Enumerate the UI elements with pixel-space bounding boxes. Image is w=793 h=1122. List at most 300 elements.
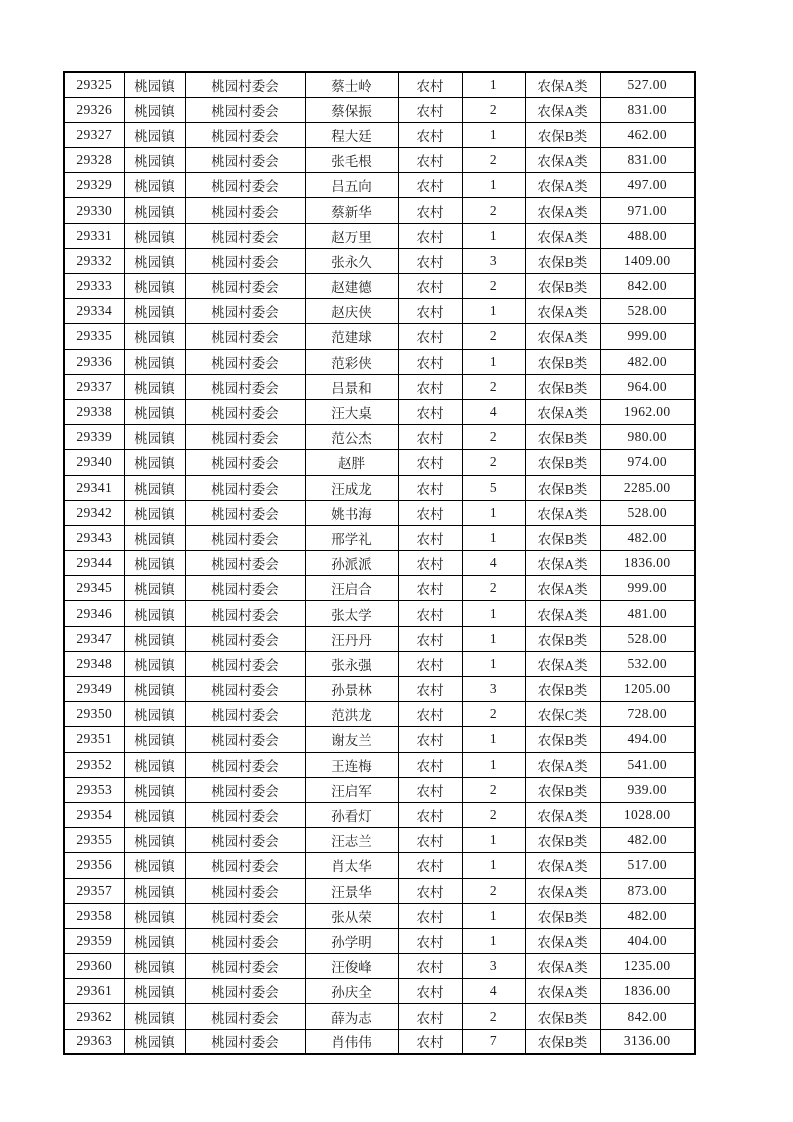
cell-town: 桃园镇 xyxy=(124,802,185,827)
cell-insurance-category: 农保B类 xyxy=(525,677,600,702)
table-row xyxy=(64,651,695,676)
cell-insurance-category: 农保B类 xyxy=(525,122,600,147)
table-row xyxy=(64,702,695,727)
cell-residence-type: 农村 xyxy=(398,853,462,878)
cell-person-count: 4 xyxy=(462,551,525,576)
cell-town: 桃园镇 xyxy=(124,248,185,273)
table-row xyxy=(64,727,695,752)
cell-town: 桃园镇 xyxy=(124,878,185,903)
cell-serial-number: 29342 xyxy=(64,500,124,525)
cell-amount: 482.00 xyxy=(600,903,695,928)
cell-person-name: 孙庆全 xyxy=(305,979,398,1004)
cell-village-committee: 桃园村委会 xyxy=(185,525,305,550)
cell-residence-type: 农村 xyxy=(398,122,462,147)
cell-town: 桃园镇 xyxy=(124,97,185,122)
cell-village-committee: 桃园村委会 xyxy=(185,148,305,173)
cell-amount: 528.00 xyxy=(600,299,695,324)
cell-residence-type: 农村 xyxy=(398,651,462,676)
cell-person-count: 4 xyxy=(462,979,525,1004)
cell-residence-type: 农村 xyxy=(398,324,462,349)
cell-town: 桃园镇 xyxy=(124,299,185,324)
table-row xyxy=(64,601,695,626)
cell-town: 桃园镇 xyxy=(124,198,185,223)
cell-person-name: 汪志兰 xyxy=(305,828,398,853)
cell-person-count: 1 xyxy=(462,828,525,853)
table-row xyxy=(64,777,695,802)
cell-serial-number: 29347 xyxy=(64,626,124,651)
cell-serial-number: 29341 xyxy=(64,475,124,500)
cell-residence-type: 农村 xyxy=(398,727,462,752)
cell-person-count: 2 xyxy=(462,274,525,299)
cell-person-count: 1 xyxy=(462,626,525,651)
cell-residence-type: 农村 xyxy=(398,198,462,223)
cell-residence-type: 农村 xyxy=(398,299,462,324)
cell-insurance-category: 农保A类 xyxy=(525,802,600,827)
cell-serial-number: 29361 xyxy=(64,979,124,1004)
cell-amount: 494.00 xyxy=(600,727,695,752)
cell-insurance-category: 农保A类 xyxy=(525,576,600,601)
cell-village-committee: 桃园村委会 xyxy=(185,223,305,248)
cell-residence-type: 农村 xyxy=(398,802,462,827)
table-row xyxy=(64,626,695,651)
cell-amount: 964.00 xyxy=(600,374,695,399)
cell-person-count: 2 xyxy=(462,198,525,223)
cell-residence-type: 农村 xyxy=(398,223,462,248)
cell-insurance-category: 农保B类 xyxy=(525,777,600,802)
cell-person-count: 2 xyxy=(462,374,525,399)
cell-residence-type: 农村 xyxy=(398,425,462,450)
cell-village-committee: 桃园村委会 xyxy=(185,727,305,752)
cell-person-count: 1 xyxy=(462,525,525,550)
table-row xyxy=(64,1029,695,1054)
table-row xyxy=(64,349,695,374)
cell-person-name: 孙景林 xyxy=(305,677,398,702)
cell-person-count: 3 xyxy=(462,677,525,702)
cell-residence-type: 农村 xyxy=(398,551,462,576)
cell-person-count: 2 xyxy=(462,576,525,601)
cell-village-committee: 桃园村委会 xyxy=(185,802,305,827)
cell-person-count: 2 xyxy=(462,425,525,450)
cell-town: 桃园镇 xyxy=(124,828,185,853)
cell-serial-number: 29358 xyxy=(64,903,124,928)
cell-village-committee: 桃园村委会 xyxy=(185,954,305,979)
cell-town: 桃园镇 xyxy=(124,349,185,374)
cell-town: 桃园镇 xyxy=(124,979,185,1004)
cell-insurance-category: 农保B类 xyxy=(525,828,600,853)
cell-person-name: 赵庆侠 xyxy=(305,299,398,324)
table-row xyxy=(64,878,695,903)
cell-residence-type: 农村 xyxy=(398,450,462,475)
cell-person-count: 1 xyxy=(462,853,525,878)
cell-amount: 831.00 xyxy=(600,148,695,173)
cell-amount: 1836.00 xyxy=(600,551,695,576)
cell-person-count: 1 xyxy=(462,500,525,525)
cell-insurance-category: 农保A类 xyxy=(525,399,600,424)
table-row xyxy=(64,97,695,122)
cell-serial-number: 29333 xyxy=(64,274,124,299)
cell-insurance-category: 农保A类 xyxy=(525,853,600,878)
cell-person-count: 5 xyxy=(462,475,525,500)
cell-amount: 939.00 xyxy=(600,777,695,802)
cell-insurance-category: 农保A类 xyxy=(525,299,600,324)
cell-amount: 482.00 xyxy=(600,828,695,853)
cell-person-count: 1 xyxy=(462,173,525,198)
cell-village-committee: 桃园村委会 xyxy=(185,500,305,525)
cell-person-count: 1 xyxy=(462,903,525,928)
cell-town: 桃园镇 xyxy=(124,399,185,424)
cell-amount: 1962.00 xyxy=(600,399,695,424)
cell-town: 桃园镇 xyxy=(124,954,185,979)
cell-serial-number: 29335 xyxy=(64,324,124,349)
cell-town: 桃园镇 xyxy=(124,525,185,550)
cell-insurance-category: 农保A类 xyxy=(525,878,600,903)
cell-village-committee: 桃园村委会 xyxy=(185,601,305,626)
cell-insurance-category: 农保A类 xyxy=(525,752,600,777)
cell-town: 桃园镇 xyxy=(124,223,185,248)
cell-insurance-category: 农保B类 xyxy=(525,248,600,273)
cell-person-count: 2 xyxy=(462,450,525,475)
cell-residence-type: 农村 xyxy=(398,576,462,601)
cell-amount: 831.00 xyxy=(600,97,695,122)
cell-village-committee: 桃园村委会 xyxy=(185,274,305,299)
cell-amount: 482.00 xyxy=(600,525,695,550)
cell-serial-number: 29337 xyxy=(64,374,124,399)
cell-town: 桃园镇 xyxy=(124,450,185,475)
cell-residence-type: 农村 xyxy=(398,72,462,97)
cell-person-count: 3 xyxy=(462,248,525,273)
cell-village-committee: 桃园村委会 xyxy=(185,626,305,651)
cell-amount: 980.00 xyxy=(600,425,695,450)
cell-amount: 728.00 xyxy=(600,702,695,727)
cell-residence-type: 农村 xyxy=(398,903,462,928)
cell-village-committee: 桃园村委会 xyxy=(185,903,305,928)
cell-town: 桃园镇 xyxy=(124,777,185,802)
cell-amount: 873.00 xyxy=(600,878,695,903)
cell-town: 桃园镇 xyxy=(124,928,185,953)
table-row xyxy=(64,425,695,450)
cell-insurance-category: 农保A类 xyxy=(525,97,600,122)
cell-person-count: 2 xyxy=(462,702,525,727)
table-row xyxy=(64,248,695,273)
cell-amount: 842.00 xyxy=(600,1004,695,1029)
cell-person-name: 赵建德 xyxy=(305,274,398,299)
table-row xyxy=(64,677,695,702)
cell-insurance-category: 农保B类 xyxy=(525,1029,600,1054)
insurance-payment-table xyxy=(63,71,696,1055)
cell-amount: 482.00 xyxy=(600,349,695,374)
table-row xyxy=(64,299,695,324)
cell-insurance-category: 农保A类 xyxy=(525,551,600,576)
cell-insurance-category: 农保B类 xyxy=(525,1004,600,1029)
cell-person-name: 范彩侠 xyxy=(305,349,398,374)
table-row xyxy=(64,173,695,198)
table-row xyxy=(64,828,695,853)
cell-serial-number: 29350 xyxy=(64,702,124,727)
cell-insurance-category: 农保A类 xyxy=(525,223,600,248)
cell-amount: 1235.00 xyxy=(600,954,695,979)
cell-serial-number: 29346 xyxy=(64,601,124,626)
cell-village-committee: 桃园村委会 xyxy=(185,299,305,324)
cell-village-committee: 桃园村委会 xyxy=(185,374,305,399)
cell-village-committee: 桃园村委会 xyxy=(185,450,305,475)
cell-residence-type: 农村 xyxy=(398,1004,462,1029)
cell-town: 桃园镇 xyxy=(124,903,185,928)
cell-village-committee: 桃园村委会 xyxy=(185,828,305,853)
cell-amount: 528.00 xyxy=(600,500,695,525)
cell-residence-type: 农村 xyxy=(398,601,462,626)
table-row xyxy=(64,928,695,953)
cell-insurance-category: 农保B类 xyxy=(525,450,600,475)
cell-insurance-category: 农保A类 xyxy=(525,601,600,626)
cell-person-count: 1 xyxy=(462,928,525,953)
cell-amount: 1028.00 xyxy=(600,802,695,827)
cell-insurance-category: 农保B类 xyxy=(525,525,600,550)
cell-town: 桃园镇 xyxy=(124,475,185,500)
table-row xyxy=(64,752,695,777)
cell-insurance-category: 农保B类 xyxy=(525,274,600,299)
cell-amount: 527.00 xyxy=(600,72,695,97)
cell-person-name: 谢友兰 xyxy=(305,727,398,752)
table-row xyxy=(64,198,695,223)
cell-person-name: 孙看灯 xyxy=(305,802,398,827)
cell-person-name: 汪俊峰 xyxy=(305,954,398,979)
table-row xyxy=(64,500,695,525)
cell-town: 桃园镇 xyxy=(124,72,185,97)
cell-residence-type: 农村 xyxy=(398,500,462,525)
cell-serial-number: 29348 xyxy=(64,651,124,676)
cell-town: 桃园镇 xyxy=(124,374,185,399)
cell-insurance-category: 农保A类 xyxy=(525,173,600,198)
cell-person-name: 汪大桌 xyxy=(305,399,398,424)
cell-person-name: 汪启军 xyxy=(305,777,398,802)
cell-serial-number: 29325 xyxy=(64,72,124,97)
cell-insurance-category: 农保A类 xyxy=(525,954,600,979)
table-row xyxy=(64,399,695,424)
cell-amount: 971.00 xyxy=(600,198,695,223)
cell-person-name: 张从荣 xyxy=(305,903,398,928)
cell-serial-number: 29354 xyxy=(64,802,124,827)
cell-person-name: 吕五向 xyxy=(305,173,398,198)
table-row xyxy=(64,450,695,475)
cell-residence-type: 农村 xyxy=(398,475,462,500)
cell-town: 桃园镇 xyxy=(124,1029,185,1054)
cell-amount: 497.00 xyxy=(600,173,695,198)
cell-amount: 517.00 xyxy=(600,853,695,878)
cell-serial-number: 29345 xyxy=(64,576,124,601)
cell-person-name: 张太学 xyxy=(305,601,398,626)
cell-village-committee: 桃园村委会 xyxy=(185,198,305,223)
cell-village-committee: 桃园村委会 xyxy=(185,324,305,349)
cell-person-count: 2 xyxy=(462,324,525,349)
table-row xyxy=(64,853,695,878)
cell-person-count: 2 xyxy=(462,1004,525,1029)
cell-serial-number: 29331 xyxy=(64,223,124,248)
cell-person-name: 张毛根 xyxy=(305,148,398,173)
cell-village-committee: 桃园村委会 xyxy=(185,122,305,147)
cell-village-committee: 桃园村委会 xyxy=(185,425,305,450)
cell-person-name: 肖伟伟 xyxy=(305,1029,398,1054)
cell-amount: 528.00 xyxy=(600,626,695,651)
cell-amount: 462.00 xyxy=(600,122,695,147)
table-row xyxy=(64,903,695,928)
cell-village-committee: 桃园村委会 xyxy=(185,651,305,676)
cell-insurance-category: 农保A类 xyxy=(525,72,600,97)
table-body xyxy=(64,72,695,1054)
cell-town: 桃园镇 xyxy=(124,1004,185,1029)
cell-serial-number: 29344 xyxy=(64,551,124,576)
cell-town: 桃园镇 xyxy=(124,500,185,525)
cell-serial-number: 29334 xyxy=(64,299,124,324)
cell-serial-number: 29343 xyxy=(64,525,124,550)
cell-person-name: 汪丹丹 xyxy=(305,626,398,651)
table-row xyxy=(64,148,695,173)
cell-town: 桃园镇 xyxy=(124,853,185,878)
cell-village-committee: 桃园村委会 xyxy=(185,97,305,122)
cell-person-name: 吕景和 xyxy=(305,374,398,399)
cell-serial-number: 29356 xyxy=(64,853,124,878)
cell-residence-type: 农村 xyxy=(398,525,462,550)
cell-amount: 1409.00 xyxy=(600,248,695,273)
cell-person-name: 孙学明 xyxy=(305,928,398,953)
cell-amount: 842.00 xyxy=(600,274,695,299)
cell-residence-type: 农村 xyxy=(398,274,462,299)
cell-residence-type: 农村 xyxy=(398,399,462,424)
table-row xyxy=(64,979,695,1004)
cell-residence-type: 农村 xyxy=(398,777,462,802)
cell-person-name: 张永强 xyxy=(305,651,398,676)
cell-residence-type: 农村 xyxy=(398,752,462,777)
cell-town: 桃园镇 xyxy=(124,626,185,651)
cell-village-committee: 桃园村委会 xyxy=(185,475,305,500)
table-row xyxy=(64,525,695,550)
cell-person-name: 范建球 xyxy=(305,324,398,349)
cell-serial-number: 29340 xyxy=(64,450,124,475)
cell-serial-number: 29363 xyxy=(64,1029,124,1054)
table-row xyxy=(64,223,695,248)
cell-person-count: 2 xyxy=(462,878,525,903)
cell-person-name: 孙派派 xyxy=(305,551,398,576)
cell-village-committee: 桃园村委会 xyxy=(185,349,305,374)
table-row xyxy=(64,122,695,147)
cell-serial-number: 29359 xyxy=(64,928,124,953)
cell-serial-number: 29329 xyxy=(64,173,124,198)
cell-amount: 974.00 xyxy=(600,450,695,475)
cell-serial-number: 29327 xyxy=(64,122,124,147)
cell-residence-type: 农村 xyxy=(398,828,462,853)
cell-town: 桃园镇 xyxy=(124,601,185,626)
cell-person-count: 3 xyxy=(462,954,525,979)
cell-serial-number: 29357 xyxy=(64,878,124,903)
cell-village-committee: 桃园村委会 xyxy=(185,399,305,424)
cell-person-count: 1 xyxy=(462,752,525,777)
cell-insurance-category: 农保A类 xyxy=(525,979,600,1004)
cell-village-committee: 桃园村委会 xyxy=(185,677,305,702)
cell-town: 桃园镇 xyxy=(124,173,185,198)
table-row xyxy=(64,954,695,979)
cell-person-name: 蔡保振 xyxy=(305,97,398,122)
cell-amount: 404.00 xyxy=(600,928,695,953)
cell-town: 桃园镇 xyxy=(124,122,185,147)
cell-residence-type: 农村 xyxy=(398,928,462,953)
cell-serial-number: 29332 xyxy=(64,248,124,273)
cell-serial-number: 29339 xyxy=(64,425,124,450)
cell-residence-type: 农村 xyxy=(398,702,462,727)
cell-person-name: 肖太华 xyxy=(305,853,398,878)
cell-village-committee: 桃园村委会 xyxy=(185,878,305,903)
cell-residence-type: 农村 xyxy=(398,349,462,374)
table-row xyxy=(64,374,695,399)
cell-person-count: 1 xyxy=(462,651,525,676)
cell-amount: 532.00 xyxy=(600,651,695,676)
cell-residence-type: 农村 xyxy=(398,248,462,273)
cell-person-name: 赵胖 xyxy=(305,450,398,475)
cell-residence-type: 农村 xyxy=(398,878,462,903)
cell-insurance-category: 农保A类 xyxy=(525,500,600,525)
cell-person-name: 汪景华 xyxy=(305,878,398,903)
cell-person-name: 蔡士岭 xyxy=(305,72,398,97)
cell-serial-number: 29328 xyxy=(64,148,124,173)
cell-person-name: 王连梅 xyxy=(305,752,398,777)
cell-amount: 1205.00 xyxy=(600,677,695,702)
cell-person-name: 薛为志 xyxy=(305,1004,398,1029)
cell-insurance-category: 农保B类 xyxy=(525,349,600,374)
table-row xyxy=(64,72,695,97)
cell-serial-number: 29355 xyxy=(64,828,124,853)
cell-town: 桃园镇 xyxy=(124,752,185,777)
cell-person-name: 赵万里 xyxy=(305,223,398,248)
cell-village-committee: 桃园村委会 xyxy=(185,72,305,97)
cell-amount: 1836.00 xyxy=(600,979,695,1004)
table-row xyxy=(64,1004,695,1029)
cell-insurance-category: 农保C类 xyxy=(525,702,600,727)
cell-insurance-category: 农保A类 xyxy=(525,928,600,953)
cell-person-count: 1 xyxy=(462,349,525,374)
cell-insurance-category: 农保A类 xyxy=(525,324,600,349)
cell-amount: 488.00 xyxy=(600,223,695,248)
cell-person-name: 范公杰 xyxy=(305,425,398,450)
cell-amount: 541.00 xyxy=(600,752,695,777)
cell-amount: 481.00 xyxy=(600,601,695,626)
cell-insurance-category: 农保B类 xyxy=(525,374,600,399)
cell-person-name: 范洪龙 xyxy=(305,702,398,727)
cell-village-committee: 桃园村委会 xyxy=(185,979,305,1004)
cell-town: 桃园镇 xyxy=(124,576,185,601)
cell-person-count: 1 xyxy=(462,299,525,324)
cell-insurance-category: 农保B类 xyxy=(525,626,600,651)
cell-person-name: 邢学礼 xyxy=(305,525,398,550)
cell-person-count: 1 xyxy=(462,727,525,752)
cell-residence-type: 农村 xyxy=(398,173,462,198)
cell-serial-number: 29349 xyxy=(64,677,124,702)
cell-person-count: 2 xyxy=(462,777,525,802)
cell-village-committee: 桃园村委会 xyxy=(185,777,305,802)
cell-serial-number: 29338 xyxy=(64,399,124,424)
cell-town: 桃园镇 xyxy=(124,727,185,752)
cell-amount: 3136.00 xyxy=(600,1029,695,1054)
cell-residence-type: 农村 xyxy=(398,954,462,979)
cell-village-committee: 桃园村委会 xyxy=(185,1004,305,1029)
cell-amount: 2285.00 xyxy=(600,475,695,500)
cell-serial-number: 29362 xyxy=(64,1004,124,1029)
cell-insurance-category: 农保B类 xyxy=(525,903,600,928)
cell-person-name: 张永久 xyxy=(305,248,398,273)
cell-residence-type: 农村 xyxy=(398,97,462,122)
cell-insurance-category: 农保B类 xyxy=(525,425,600,450)
cell-insurance-category: 农保B类 xyxy=(525,475,600,500)
cell-residence-type: 农村 xyxy=(398,626,462,651)
cell-insurance-category: 农保A类 xyxy=(525,198,600,223)
cell-person-count: 2 xyxy=(462,148,525,173)
